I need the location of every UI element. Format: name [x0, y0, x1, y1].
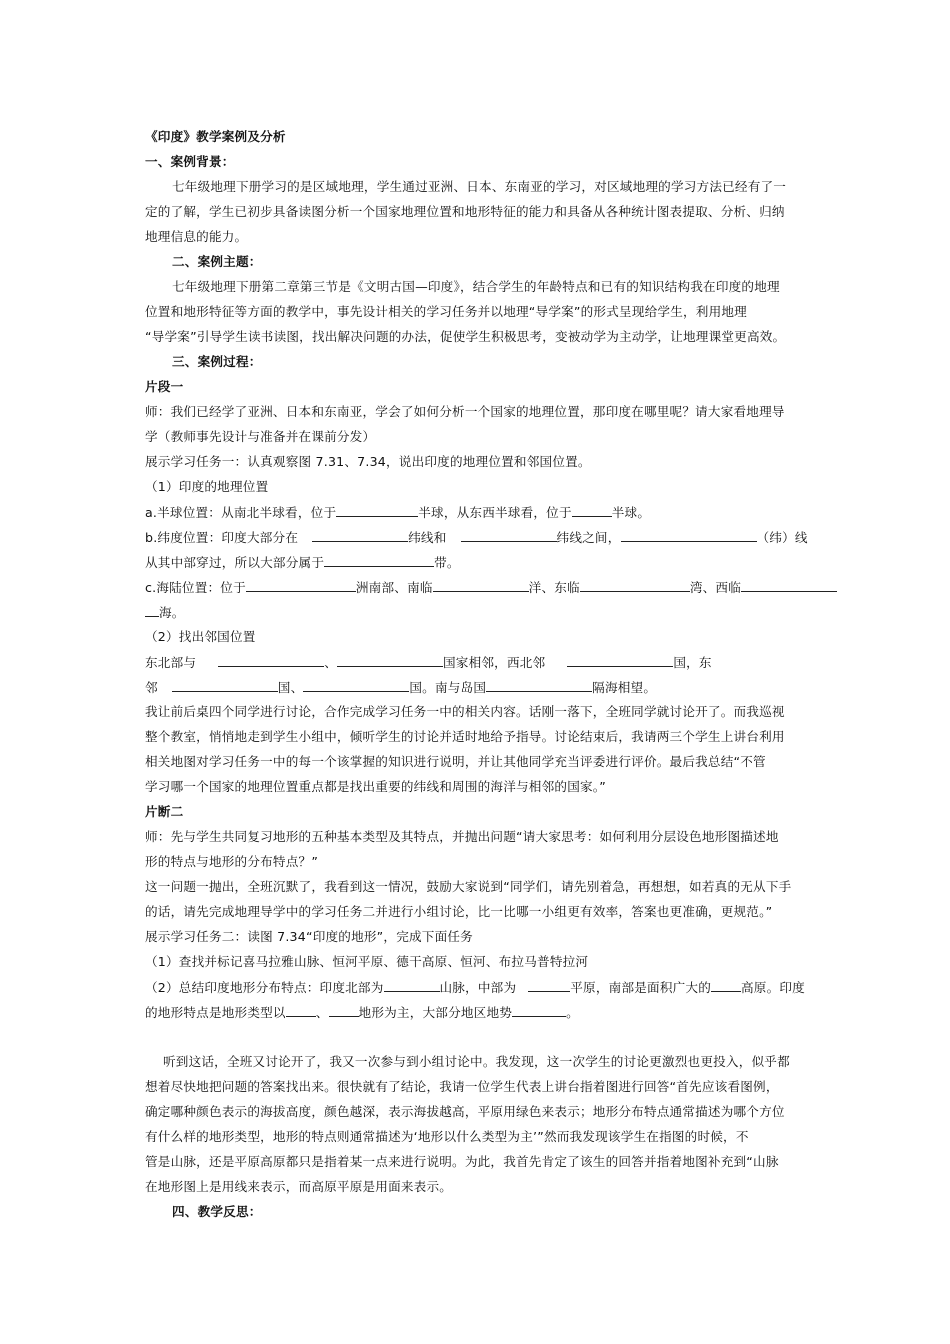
- text-fragment: 高原。印度: [741, 980, 805, 995]
- paragraph-line: 的话，请先完成地理导学中的学习任务二并进行小组讨论，比一比哪一小组更有效率，答案也更准确，更规范。”: [145, 904, 773, 919]
- fill-in-line-hemisphere: [145, 504, 650, 521]
- text-fragment: （2）总结印度地形分布特点：印度北部为: [145, 980, 384, 995]
- fill-in-line-terrain: [145, 979, 805, 996]
- paragraph-line: 地理信息的能力。: [145, 229, 248, 244]
- blank-line: [329, 1004, 359, 1017]
- blank-line: [512, 1004, 566, 1017]
- text-fragment: a.半球位置：从南北半球看，位于: [145, 505, 337, 520]
- task-1-heading: 展示学习任务一：认真观察图 7.31、7.34，说出印度的地理位置和邻国位置。: [145, 454, 591, 469]
- text-fragment: 。: [566, 1005, 579, 1020]
- paragraph-line: 位置和地形特征等方面的教学中，事先设计相关的学习任务并以地理“导学案”的形式呈现给学生，利用地理: [145, 304, 747, 319]
- blank-line: [384, 979, 440, 992]
- paragraph-line: 我让前后桌四个同学进行讨论，合作完成学习任务一中的相关内容。话刚一落下，全班同学就讨论开了。而我巡视: [145, 704, 785, 719]
- fill-in-line-latitude: [145, 529, 808, 546]
- paragraph-line: 确定哪种颜色表示的海拔高度，颜色越深，表示海拔越高，平原用绿色来表示；地形分布特点通常描述为哪个方位: [145, 1104, 785, 1119]
- blank-line: [711, 979, 741, 992]
- blank-line: [324, 554, 434, 567]
- paragraph-line: 学习哪一个国家的地理位置重点都是找出重要的纬线和周围的海洋与相邻的国家。”: [145, 779, 606, 794]
- paragraph-line: 七年级地理下册学习的是区域地理，学生通过亚洲、日本、东南亚的学习，对区域地理的学习方法已经有了一: [172, 179, 787, 194]
- text-fragment: 国、: [277, 680, 304, 695]
- text-fragment: 邻: [145, 680, 158, 695]
- paragraph-line: 学（教师事先设计与准备并在课前分发）: [145, 429, 376, 444]
- blank-line: [145, 604, 159, 617]
- text-fragment: 的地形特点是地形类型以: [145, 1005, 286, 1020]
- blank-line: [486, 679, 592, 692]
- blank-line: [567, 654, 673, 667]
- text-fragment: 半球。: [611, 505, 651, 520]
- text-fragment: 纬线和: [408, 530, 447, 545]
- section-heading-background: 一、案例背景：: [145, 154, 235, 169]
- fill-in-line-zone: [145, 554, 460, 571]
- section-heading-reflection: 四、教学反思：: [172, 1204, 262, 1219]
- paragraph-line: 相关地图对学习任务一中的每一个该掌握的知识进行说明，并让其他同学充当评委进行评价。最后我总结“不管: [145, 754, 766, 769]
- blank-line: [336, 504, 418, 517]
- blank-line: [461, 529, 557, 542]
- text-fragment: 从其中部穿过，所以大部分属于: [145, 555, 325, 570]
- text-fragment: 国家相邻，西北邻: [442, 655, 546, 670]
- paragraph-line: “导学案”引导学生读书读图，找出解决问题的办法，促使学生积极思考，变被动学为主动学，让地理课堂更高效。: [145, 329, 786, 344]
- text-fragment: c.海陆位置：位于: [145, 580, 246, 595]
- paragraph-line: 想着尽快地把问题的答案找出来。很快就有了结论，我请一位学生代表上讲台指着图进行回答“首先应该看图例，: [145, 1079, 779, 1094]
- segment-heading-2: 片断二: [145, 804, 184, 819]
- blank-line: [246, 579, 356, 592]
- text-fragment: b.纬度位置：印度大部分在: [145, 530, 299, 545]
- blank-line: [580, 579, 690, 592]
- text-fragment: 平原，南部是面积广大的: [570, 980, 711, 995]
- task-2-heading: 展示学习任务二：读图 7.34“印度的地形”，完成下面任务: [145, 929, 473, 944]
- paragraph-line: 七年级地理下册第二章第三节是《文明古国—印度》，结合学生的年龄特点和已有的知识结构我在印度的地理: [172, 279, 780, 294]
- text-fragment: 、: [315, 1005, 329, 1020]
- text-fragment: 隔海相望。: [592, 680, 657, 695]
- paragraph-line: 师：我们已经学了亚洲、日本和东南亚，学会了如何分析一个国家的地理位置，那印度在哪里呢？请大家看地理导: [145, 404, 785, 419]
- task-2-part-1: （1）查找并标记喜马拉雅山脉、恒河平原、德干高原、恒河、布拉马普特拉河: [145, 954, 589, 969]
- blank-line: [741, 579, 837, 592]
- blank-line: [303, 679, 409, 692]
- paragraph-line: 定的了解，学生已初步具备读图分析一个国家地理位置和地形特征的能力和具备从各种统计图表提取、分析、归纳: [145, 204, 785, 219]
- blank-line: [433, 579, 529, 592]
- blank-line: [528, 979, 570, 992]
- paragraph-line: 管是山脉，还是平原高原都只是指着某一点来进行说明。为此，我首先肯定了该生的回答并指着地图补充到“山脉: [145, 1154, 779, 1169]
- text-fragment: 地形为主，大部分地区地势: [358, 1005, 513, 1020]
- section-heading-process: 三、案例过程：: [172, 354, 262, 369]
- blank-line: [218, 654, 324, 667]
- blank-line: [621, 529, 757, 542]
- paragraph-line: 在地形图上是用线来表示，而高原平原是用面来表示。: [145, 1179, 453, 1194]
- text-fragment: 洋、东临: [528, 580, 580, 595]
- text-fragment: 湾、西临: [689, 580, 742, 595]
- fill-in-line-sea-end: [145, 604, 185, 621]
- text-fragment: 带。: [434, 555, 460, 570]
- text-fragment: 国。南与岛国: [409, 680, 487, 695]
- paragraph-line: 师：先与学生共同复习地形的五种基本类型及其特点，并抛出问题“请大家思考：如何利用分层设色地形图描述地: [145, 829, 779, 844]
- paragraph-line: 整个教室，悄悄地走到学生小组中，倾听学生的讨论并适时地给予指导。讨论结束后，我请两三个学生上讲台利用: [145, 729, 785, 744]
- blank-line: [286, 1004, 316, 1017]
- fill-in-line-neighbors: [145, 654, 712, 671]
- text-fragment: 纬线之间，: [556, 530, 621, 545]
- paragraph-line: 这一问题一抛出，全班沉默了，我看到这一情况，鼓励大家说到“同学们，请先别着急，再想想，如若真的无从下手: [145, 879, 792, 894]
- text-fragment: 海。: [159, 605, 185, 620]
- blank-line: [172, 679, 278, 692]
- document-title: 《印度》教学案例及分析: [145, 129, 286, 144]
- text-fragment: 东北部与: [145, 655, 197, 670]
- text-fragment: （纬）线: [756, 530, 808, 545]
- text-fragment: 半球，从东西半球看，位于: [418, 505, 572, 520]
- fill-in-line-neighbors-2: [145, 679, 656, 696]
- blank-line: [337, 654, 443, 667]
- fill-in-line-sea-land: [145, 579, 837, 596]
- blank-line: [312, 529, 408, 542]
- task-1-part-2: （2）找出邻国位置: [145, 629, 256, 644]
- text-fragment: 山脉，中部为: [439, 980, 517, 995]
- paragraph-line: 形的特点与地形的分布特点？”: [145, 854, 319, 869]
- section-heading-theme: 二、案例主题：: [172, 254, 262, 269]
- segment-heading-1: 片段一: [145, 379, 184, 394]
- task-1-part-1: （1）印度的地理位置: [145, 479, 269, 494]
- fill-in-line-terrain-2: [145, 1004, 579, 1021]
- paragraph-line: 听到这话，全班又讨论开了，我又一次参与到小组讨论中。我发现，这一次学生的讨论更激烈也更投入，似乎都: [163, 1054, 790, 1069]
- text-fragment: 、: [324, 655, 337, 670]
- text-fragment: 洲南部、南临: [355, 580, 433, 595]
- text-fragment: 国，东: [673, 655, 712, 670]
- blank-line: [572, 504, 612, 517]
- paragraph-line: 有什么样的地形类型，地形的特点则通常描述为‘地形以什么类型为主’”然而我发现该学生在指图的时候，不: [145, 1129, 749, 1144]
